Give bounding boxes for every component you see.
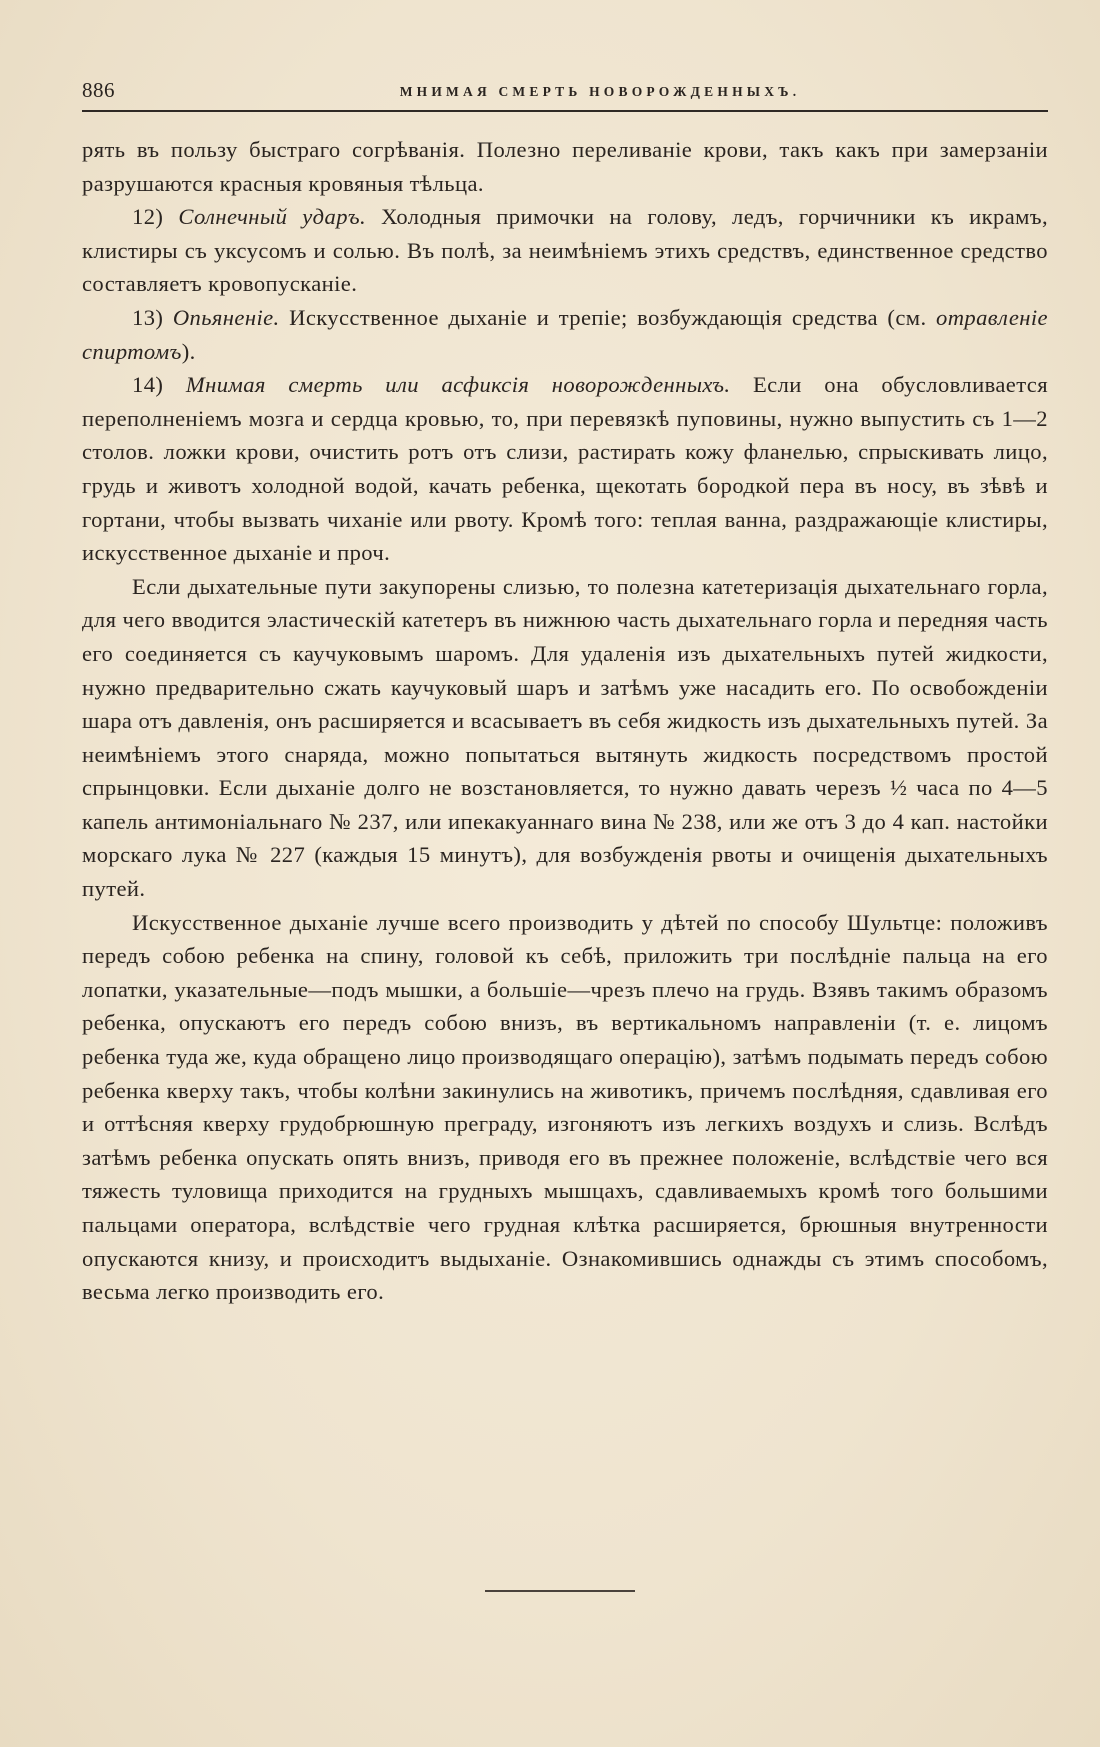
body-text [82, 133, 1048, 1309]
paragraph-text: Если дыхательные пути закупорены слизью, то полезна катетеризація дыхательнаго горла, для чего вводится эластическій катетеръ въ нижнюю часть дыхательнаго горла и передняя часть его соединяется съ каучуковымъ шаромъ. Для удаленія изъ дыхательныхъ путей жидкости, нужно предварительно сжать каучуковый шаръ и затѣмъ уже насадить его. По освобожденіи шара отъ давленія, онъ расширяется и всасываетъ въ себя жидкость изъ дыхательныхъ путей. За неимѣніемъ этого снаряда, можно попытаться вытянуть жидкость посредствомъ простой спрынцовки. Если дыханіе долго не возстановляется, то нужно давать черезъ ½ часа по 4—5 капель антимоніальнаго № 237, или ипекакуаннаго вина № 238, или же отъ 3 до 4 кап. настойки морскаго лука № 227 (каждыя 15 минутъ), для возбужденія рвоты и очищенія дыхательныхъ путей. [82, 573, 1048, 902]
paragraph-text: Холодныя примочки на голову, ледъ, горчичники къ икрамъ, клистиры съ уксусомъ и солью. Въ полѣ, за неимѣніемъ этихъ средствъ, единственное средство составляетъ кровопусканіе. [82, 204, 1048, 297]
paragraph-asphyxia [82, 368, 1048, 570]
paragraph-text: рять въ пользу быстраго согрѣванія. Полезно переливаніе крови, такъ какъ при замерзаніи разрушаются красныя кровяныя тѣльца. [82, 137, 1048, 196]
paragraph-intoxication [82, 301, 1048, 368]
header-rule [82, 110, 1048, 112]
item-title: Опьяненіе. [172, 304, 280, 330]
item-number: 13) [132, 304, 164, 330]
paragraph-continuation [82, 133, 1048, 200]
paragraph-sunstroke [82, 200, 1048, 301]
paragraph-text: Искусственное дыханіе лучше всего производить у дѣтей по способу Шультце: положивъ передъ собою ребенка на спину, головой къ себѣ, приложить три послѣдніе пальца на его лопатки, указательные—подъ мышки, а большіе—чрезъ плечо на грудь. Взявъ такимъ образомъ ребенка, опускаютъ его передъ собою внизъ, въ вертикальномъ направленіи (т. е. лицомъ ребенка туда же, куда обращено лицо производящаго операцію), затѣмъ подымать передъ собою ребенка кверху такъ, чтобы колѣни закинулись на животикъ, причемъ послѣдняя, сдавливая его и оттѣсняя кверху грудобрюшную преграду, изгоняютъ изъ легкихъ воздухъ и слизь. Вслѣдъ затѣмъ ребенка опускать опять внизъ, приводя его въ прежнее положеніе, вслѣдствіе чего вся тяжесть туловища приходится на грудныхъ мышцахъ, сдавливаемыхъ кромѣ того большими пальцами оператора, вслѣдствіе чего грудная клѣтка расширяется, брюшныя внутренности опускаются книзу, и происходитъ выдыханіе. Ознакомившись однажды съ этимъ способомъ, весьма легко производить его. [82, 909, 1048, 1305]
page-number: 886 [82, 78, 115, 102]
paragraph-artificial-respiration [82, 906, 1048, 1309]
running-title: МНИМАЯ СМЕРТЬ НОВОРОЖДЕННЫХЪ. [399, 84, 801, 99]
item-number: 14) [132, 372, 164, 398]
item-title: Мнимая смерть или асфиксія новорожденныхъ. [185, 372, 731, 398]
page-header [82, 76, 1048, 106]
item-title: Солнечный ударъ. [178, 204, 367, 230]
paragraph-text: ). [181, 338, 196, 364]
paragraph-text: Если она обусловливается переполненіемъ мозга и сердца кровью, то, при перевязкѣ пуповины, нужно выпустить съ 1—2 столов. ложки крови, очистить ротъ отъ слизи, растирать кожу фланелью, спрыскивать лицо, грудь и животъ холодной водой, качать ребенка, щекотать бородкой пера въ носу, въ зѣвѣ и гортани, чтобы вызвать чиханіе или рвоту. Кромѣ того: теплая ванна, раздражающіе клистиры, искусственное дыханіе и проч. [82, 372, 1048, 566]
item-number: 12) [132, 204, 164, 230]
paragraph-text: Искусственное дыханіе и трепіе; возбуждающія средства (см. [279, 304, 936, 330]
section-end-rule [485, 1590, 635, 1592]
cross-reference: отравленіе спиртомъ [82, 304, 1048, 364]
paragraph-catheterization [82, 570, 1048, 906]
